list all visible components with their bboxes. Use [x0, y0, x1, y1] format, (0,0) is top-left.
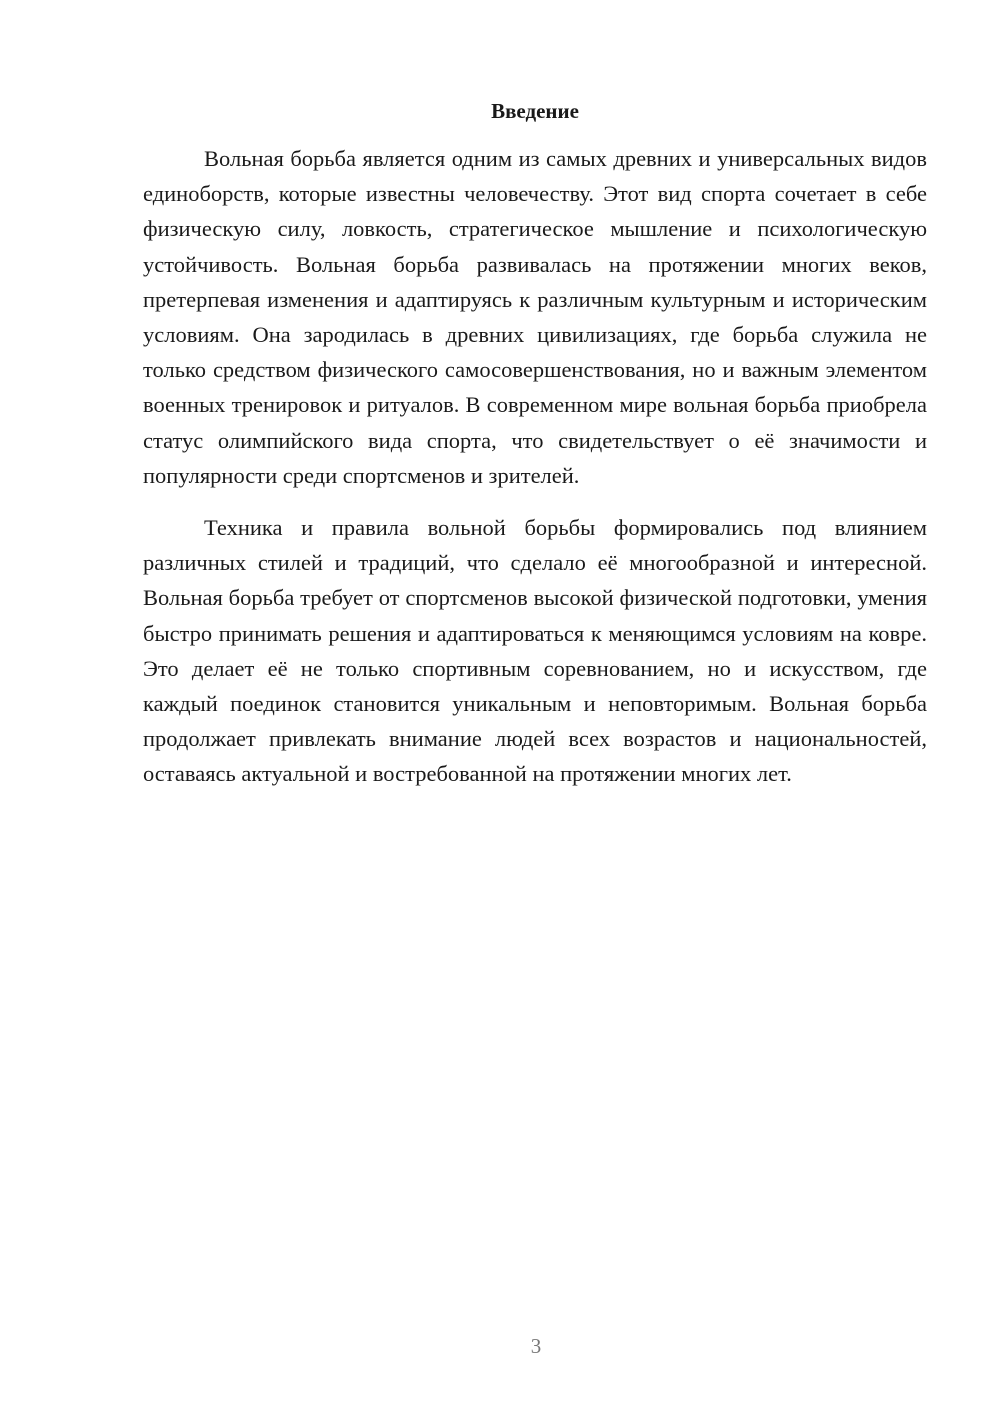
page-number: 3	[530, 1334, 542, 1358]
paragraph-2: Техника и правила вольной борьбы формировались под влиянием различных стилей и традиций, что сделало её многообразной и интересной. Вольная борьба требует от спортсменов высокой физической подготовки, умения быстро принимать решения и адаптироваться к меняющимся условиям на ковре. Это делает её не только спортивным соревнованием, но и искусством, где каждый поединок становится уникальным и неповторимым. Вольная борьба продолжает привлекать внимание людей всех возрастов и национальностей, оставаясь актуальной и востребованной на протяжении многих лет.	[143, 515, 927, 787]
section-heading: Введение	[491, 99, 579, 123]
body-text	[143, 141, 927, 792]
paragraph-1: Вольная борьба является одним из самых древних и универсальных видов единоборств, которые известны человечеству. Этот вид спорта сочетает в себе физическую силу, ловкость, стратегическое мышление и психологическую устойчивость. Вольная борьба развивалась на протяжении многих веков, претерпевая изменения и адаптируясь к различным культурным и историческим условиям. Она зародилась в древних цивилизациях, где борьба служила не только средством физического самосовершенствования, но и важным элементом военных тренировок и ритуалов. В современном мире вольная борьба приобрела статус олимпийского вида спорта, что свидетельствует о её значимости и популярности среди спортсменов и зрителей.	[143, 146, 927, 488]
